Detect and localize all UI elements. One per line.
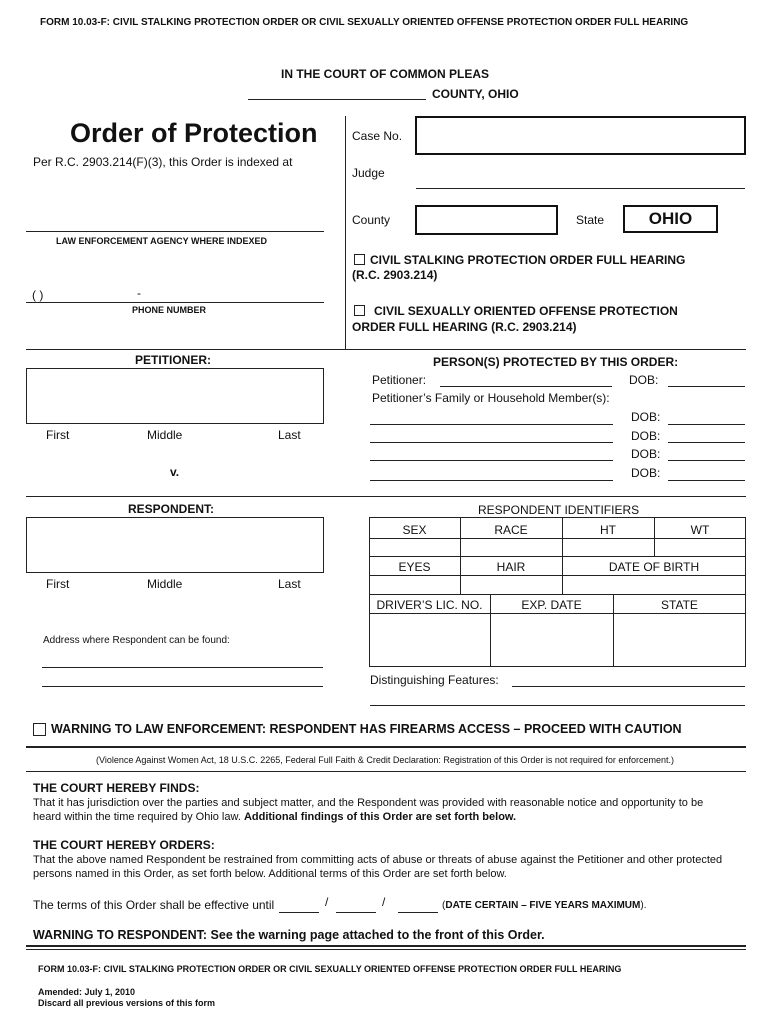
county-field[interactable] [415, 205, 558, 235]
address-field-2[interactable] [42, 671, 323, 686]
petitioner-middle-label: Middle [147, 428, 183, 442]
petitioner-heading: PETITIONER: [135, 353, 212, 367]
distinguishing-field-1[interactable] [512, 671, 745, 686]
stalking-order-label-1: CIVIL STALKING PROTECTION ORDER FULL HEARING [370, 253, 686, 267]
family-dob-field-3[interactable] [668, 445, 745, 460]
petitioner-name-field[interactable] [26, 368, 324, 424]
family-dob-label-3: DOB: [631, 447, 661, 461]
phone-label: PHONE NUMBER [132, 305, 207, 315]
distinguishing-label: Distinguishing Features: [370, 673, 499, 687]
state-label: State [576, 213, 605, 227]
id-state-field[interactable] [615, 615, 744, 665]
id-eyes-field[interactable] [371, 576, 458, 593]
court-name: IN THE COURT OF COMMON PLEAS [281, 67, 489, 81]
respondent-last-label: Last [278, 577, 301, 591]
id-wt-header: WT [690, 523, 710, 537]
family-member-field-3[interactable] [370, 445, 613, 460]
state-box [623, 205, 718, 233]
effective-month-field[interactable] [279, 897, 319, 912]
id-ht-header: HT [600, 523, 616, 537]
date-certain-note: (DATE CERTAIN – FIVE YEARS MAXIMUM). [442, 900, 647, 911]
id-dob-header: DATE OF BIRTH [608, 560, 700, 574]
family-dob-label-4: DOB: [631, 466, 661, 480]
family-member-field-4[interactable] [370, 465, 613, 480]
firearms-checkbox[interactable] [33, 723, 46, 736]
section-divider-2 [26, 496, 746, 497]
judge-label: Judge [352, 166, 385, 180]
family-dob-field-1[interactable] [668, 409, 745, 424]
date-certain-text: DATE CERTAIN – FIVE YEARS MAXIMUM [445, 900, 641, 911]
protected-petitioner-dob-label: DOB: [629, 373, 659, 387]
family-members-label: Petitioner’s Family or Household Member(s): [372, 391, 610, 405]
family-dob-field-2[interactable] [668, 427, 745, 442]
address-field-1[interactable] [42, 652, 323, 667]
section-divider [26, 349, 746, 350]
discard-notice: Discard all previous versions of this form [38, 998, 216, 1008]
findings-bold: Additional findings of this Order are set forth below. [243, 811, 517, 823]
protected-heading: PERSON(S) PROTECTED BY THIS ORDER: [433, 355, 679, 369]
agency-label: LAW ENFORCEMENT AGENCY WHERE INDEXED [56, 236, 268, 246]
orders-text: That the above named Respondent be restrained from committing acts of abuse or threats of abuse against the Petitioner and other protected persons named in this Order, as set forth below. Additional terms of this Order are set forth below. [33, 854, 723, 880]
id-license-field[interactable] [371, 615, 488, 665]
case-no-label: Case No. [352, 129, 403, 143]
county-ohio-label: COUNTY, OHIO [432, 87, 519, 101]
family-dob-field-4[interactable] [668, 465, 745, 480]
effective-year-field[interactable] [398, 897, 438, 912]
page-title: Order of Protection [70, 118, 318, 148]
petitioner-first-label: First [46, 428, 70, 442]
id-dob-field[interactable] [564, 576, 744, 593]
respondent-first-label: First [46, 577, 70, 591]
indexed-statement: Per R.C. 2903.214(F)(3), this Order is indexed at [33, 155, 293, 169]
id-eyes-header: EYES [398, 560, 431, 574]
top-divider [345, 116, 346, 350]
sexual-offense-label-2: ORDER FULL HEARING (R.C. 2903.214) [352, 320, 577, 334]
stalking-order-label-2: (R.C. 2903.214) [352, 268, 438, 282]
amended-date: Amended: July 1, 2010 [38, 987, 136, 997]
distinguishing-field-2[interactable] [370, 690, 745, 705]
vawa-statement: (Violence Against Women Act, 18 U.S.C. 2265, Federal Full Faith & Credit Declaration: Registration of this Order is not required for enforcement.) [96, 755, 674, 765]
id-hair-header: HAIR [496, 560, 526, 574]
orders-heading: THE COURT HEREBY ORDERS: [33, 838, 215, 852]
date-slash-2: / [382, 895, 386, 909]
agency-field[interactable] [26, 212, 324, 230]
footer-form-title: FORM 10.03-F: CIVIL STALKING PROTECTION ORDER OR CIVIL SEXUALLY ORIENTED OFFENSE PROTECTION ORDER FULL HEARING [38, 964, 622, 974]
case-no-field[interactable] [415, 116, 746, 155]
protected-petitioner-field[interactable] [440, 371, 612, 386]
family-dob-label-1: DOB: [631, 410, 661, 424]
firearms-warning: WARNING TO LAW ENFORCEMENT: RESPONDENT HAS FIREARMS ACCESS – PROCEED WITH CAUTION [51, 722, 682, 736]
id-ht-field[interactable] [564, 539, 652, 555]
id-license-header: DRIVER’S LIC. NO. [376, 598, 483, 612]
id-exp-field[interactable] [492, 615, 611, 665]
judge-field[interactable] [416, 172, 745, 188]
sexual-offense-label-1: CIVIL SEXUALLY ORIENTED OFFENSE PROTECTION [374, 304, 678, 318]
terms-label: The terms of this Order shall be effective until [33, 898, 275, 912]
id-sex-header: SEX [402, 523, 427, 537]
address-label: Address where Respondent can be found: [43, 635, 230, 646]
state-value: OHIO [648, 209, 693, 228]
versus-label: v. [170, 465, 180, 479]
findings-heading: THE COURT HEREBY FINDS: [33, 781, 200, 795]
respondent-warning: WARNING TO RESPONDENT: See the warning page attached to the front of this Order. [33, 928, 545, 942]
respondent-name-field[interactable] [26, 517, 324, 573]
id-wt-field[interactable] [656, 539, 744, 555]
sexual-offense-order-checkbox[interactable] [354, 305, 365, 316]
family-member-field-1[interactable] [370, 409, 613, 424]
effective-day-field[interactable] [336, 897, 376, 912]
protected-petitioner-label: Petitioner: [372, 373, 427, 387]
id-hair-field[interactable] [462, 576, 560, 593]
id-exp-header: EXP. DATE [521, 598, 582, 612]
county-header-field[interactable] [248, 83, 426, 99]
family-dob-label-2: DOB: [631, 429, 661, 443]
id-race-field[interactable] [462, 539, 560, 555]
protected-petitioner-dob-field[interactable] [668, 371, 745, 386]
identifiers-heading: RESPONDENT IDENTIFIERS [478, 503, 640, 517]
respondent-middle-label: Middle [147, 577, 183, 591]
phone-parens: ( ) [32, 288, 44, 302]
date-slash-1: / [325, 895, 329, 909]
phone-dash: - [137, 286, 141, 300]
petitioner-last-label: Last [278, 428, 301, 442]
findings-text: That it has jurisdiction over the parties and subject matter, and the Respondent was provided with reasonable notice and opportunity to be heard within the time required by Ohio law. Additional findings of this Order are set forth below. [33, 797, 704, 823]
id-sex-field[interactable] [371, 539, 458, 555]
respondent-heading: RESPONDENT: [128, 502, 215, 516]
family-member-field-2[interactable] [370, 427, 613, 442]
id-race-header: RACE [494, 523, 528, 537]
phone-field[interactable] [26, 286, 324, 302]
stalking-order-checkbox[interactable] [354, 254, 365, 265]
form-title: FORM 10.03-F: CIVIL STALKING PROTECTION ORDER OR CIVIL SEXUALLY ORIENTED OFFENSE PROTECTION ORDER FULL HEARING [40, 17, 689, 28]
county-label: County [352, 213, 391, 227]
id-state-header: STATE [661, 598, 698, 612]
